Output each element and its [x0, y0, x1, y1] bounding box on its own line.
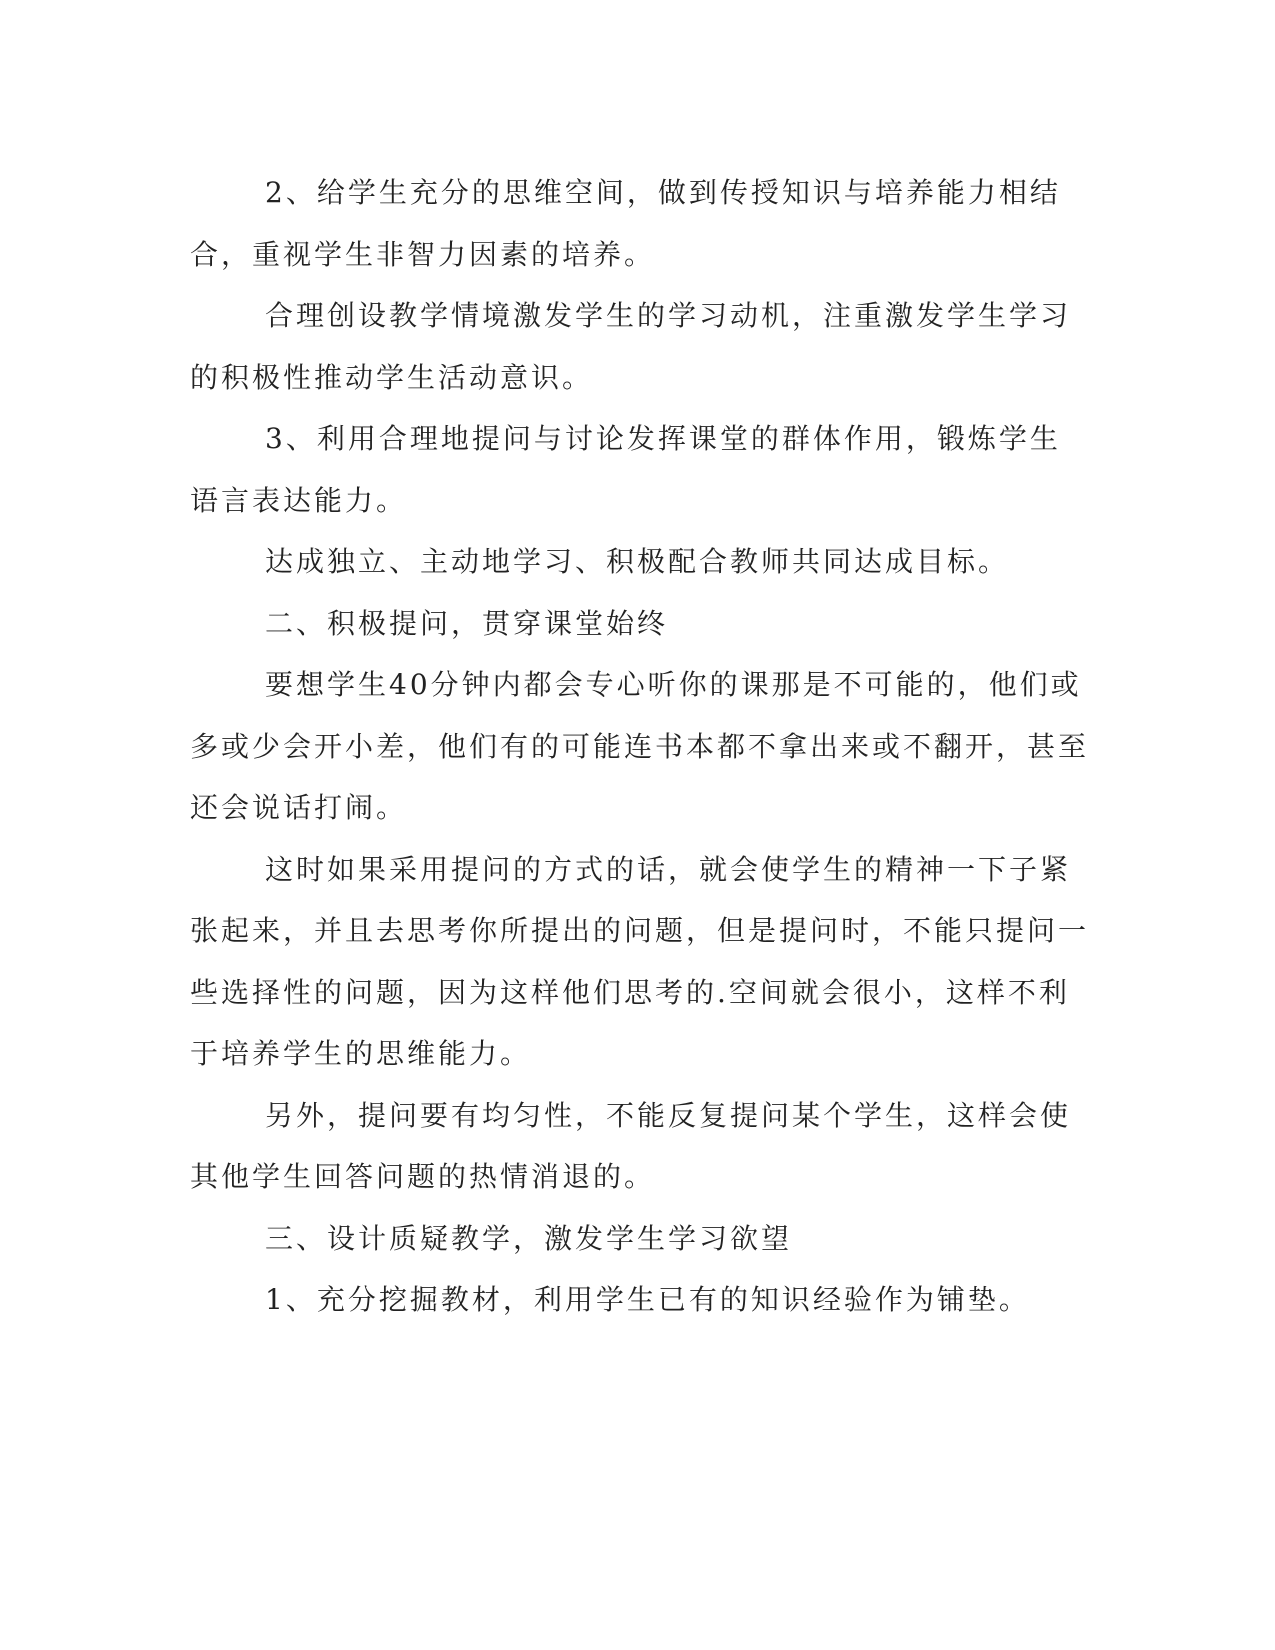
section-heading: 三、设计质疑教学，激发学生学习欲望	[265, 1221, 793, 1255]
paragraph: 另外，提问要有均匀性，不能反复提问某个学生，这样会使其他学生回答问题的热情消退的。	[190, 1098, 1072, 1193]
paragraph: 3、利用合理地提问与讨论发挥课堂的群体作用，锻炼学生语言表达能力。	[190, 422, 1061, 517]
paragraph: 2、给学生充分的思维空间，做到传授知识与培养能力相结合，重视学生非智力因素的培养。	[190, 176, 1061, 271]
paragraph: 要想学生40分钟内都会专心听你的课那是不可能的，他们或多或少会开小差，他们有的可能连书本都不拿出来或不翻开，甚至还会说话打闹。	[190, 668, 1090, 824]
paragraph: 合理创设教学情境激发学生的学习动机，注重激发学生学习的积极性推动学生活动意识。	[190, 299, 1072, 394]
section-heading: 二、积极提问，贯穿课堂始终	[265, 606, 669, 640]
paragraph: 这时如果采用提问的方式的话，就会使学生的精神一下子紧张起来，并且去思考你所提出的问题，但是提问时，不能只提问一些选择性的问题，因为这样他们思考的.空间就会很小，这样不利于培养学生的思维能力。	[190, 852, 1090, 1070]
document-body	[190, 162, 1090, 1331]
paragraph: 1、充分挖掘教材，利用学生已有的知识经验作为铺垫。	[265, 1283, 1030, 1316]
paragraph: 达成独立、主动地学习、积极配合教师共同达成目标。	[265, 545, 1010, 578]
